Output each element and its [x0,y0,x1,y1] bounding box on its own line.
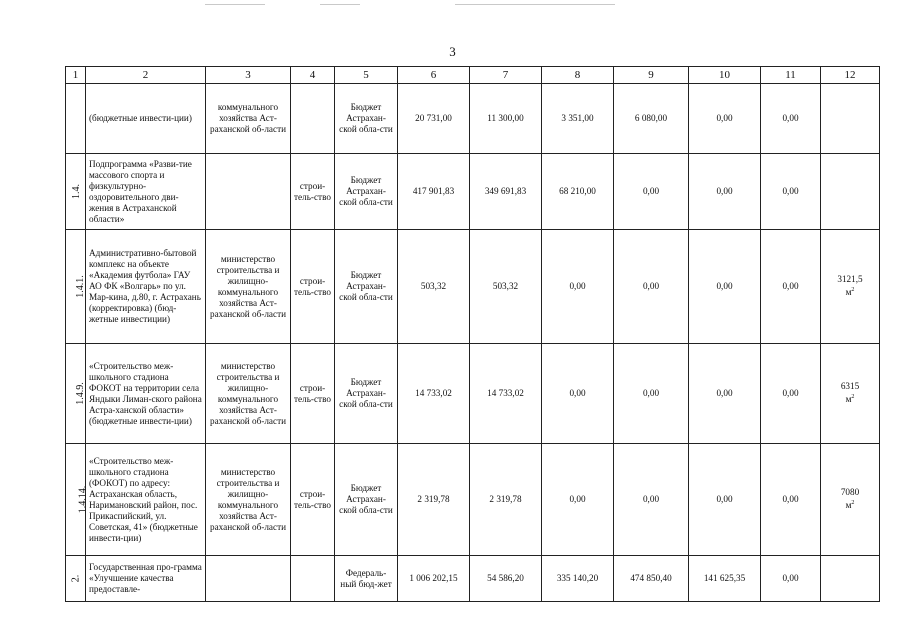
scan-artifact [455,4,615,5]
scan-artifact [205,4,265,5]
year-amount: 14 733,02 [470,344,542,444]
work-type: строи-тель-ство [291,230,335,344]
year-amount: 68 210,00 [542,154,614,230]
object-name: Подпрограмма «Разви-тие массового спорта и физкультурно-оздоровительного дви-жения в Астраханской области» [86,154,206,230]
column-header: 3 [206,67,291,84]
year-amount: 0,00 [689,230,761,344]
executor: коммунального хозяйства Аст-раханской об-ласти [206,84,291,154]
column-header: 5 [335,67,398,84]
object-name: «Строительство меж-школьного стадиона ФОКОТ на территории села Яндыки Лиман-ского района Астра-ханской области» (бюджетные инвести-ции) [86,344,206,444]
executor [206,154,291,230]
capacity [821,154,880,230]
year-amount: 6 080,00 [614,84,689,154]
year-amount: 0,00 [614,230,689,344]
total-amount: 2 319,78 [398,444,470,556]
year-amount: 0,00 [614,444,689,556]
row-code: 1.4. [66,154,86,230]
year-amount: 0,00 [542,444,614,556]
funding-source: Бюджет Астрахан-ской обла-сти [335,230,398,344]
year-amount: 0,00 [689,84,761,154]
year-amount: 0,00 [614,344,689,444]
funding-source: Федераль-ный бюд-жет [335,556,398,602]
table-row [66,84,880,154]
table-header-row [66,67,880,84]
column-header: 9 [614,67,689,84]
year-amount: 0,00 [689,154,761,230]
column-header: 7 [470,67,542,84]
column-header: 8 [542,67,614,84]
executor [206,556,291,602]
year-amount: 503,32 [470,230,542,344]
year-amount: 0,00 [761,556,821,602]
year-amount: 0,00 [761,154,821,230]
total-amount: 417 901,83 [398,154,470,230]
year-amount: 0,00 [542,230,614,344]
column-header: 11 [761,67,821,84]
total-amount: 14 733,02 [398,344,470,444]
year-amount: 3 351,00 [542,84,614,154]
year-amount: 0,00 [689,444,761,556]
work-type: строи-тель-ство [291,444,335,556]
row-code: 1.4.14. [66,444,86,556]
year-amount: 11 300,00 [470,84,542,154]
work-type [291,84,335,154]
year-amount: 0,00 [689,344,761,444]
column-header: 2 [86,67,206,84]
funding-source: Бюджет Астрахан-ской обла-сти [335,84,398,154]
funding-source: Бюджет Астрахан-ской обла-сти [335,154,398,230]
year-amount: 0,00 [761,230,821,344]
object-name: (бюджетные инвести-ции) [86,84,206,154]
capacity [821,556,880,602]
year-amount: 0,00 [614,154,689,230]
capacity: 3121,5 $м^2$ [821,230,880,344]
capacity: 6315 $м^2$ [821,344,880,444]
capacity [821,84,880,154]
year-amount: 335 140,20 [542,556,614,602]
investment-table [65,66,880,602]
row-code: 1.4.9. [66,344,86,444]
work-type: строи-тель-ство [291,154,335,230]
column-header: 10 [689,67,761,84]
table-row [66,344,880,444]
year-amount: 0,00 [761,444,821,556]
capacity: 7080 $м^2$ [821,444,880,556]
executor: министерство строительства и жилищно-коммунального хозяйства Аст-раханской об-ласти [206,444,291,556]
total-amount: 503,32 [398,230,470,344]
work-type [291,556,335,602]
row-code: 2. [66,556,86,602]
page-number: 3 [449,44,456,59]
year-amount: 349 691,83 [470,154,542,230]
total-amount: 20 731,00 [398,84,470,154]
column-header: 1 [66,67,86,84]
executor: министерство строительства и жилищно-коммунального хозяйства Аст-раханской об-ласти [206,344,291,444]
column-header: 6 [398,67,470,84]
year-amount: 0,00 [542,344,614,444]
table-row [66,230,880,344]
object-name: Административно-бытовой комплекс на объекте «Академия футбола» ГАУ АО ФК «Волгарь» по ул. Мар-кина, д.80, г. Астрахань (корректировка) (бюд-жетные инвестиции) [86,230,206,344]
scan-artifact [320,4,360,5]
year-amount: 474 850,40 [614,556,689,602]
year-amount: 141 625,35 [689,556,761,602]
work-type: строи-тель-ство [291,344,335,444]
object-name: «Строительство меж-школьного стадиона (ФОКОТ) по адресу: Астраханская область, Наримановский район, пос. Прикаспийский, ул. Советская, 41» (бюджетные инвести-ции) [86,444,206,556]
funding-source: Бюджет Астрахан-ской обла-сти [335,444,398,556]
year-amount: 0,00 [761,84,821,154]
table-row [66,556,880,602]
year-amount: 0,00 [761,344,821,444]
row-code: 1.4.1. [66,230,86,344]
year-amount: 54 586,20 [470,556,542,602]
funding-source: Бюджет Астрахан-ской обла-сти [335,344,398,444]
column-header: 4 [291,67,335,84]
year-amount: 2 319,78 [470,444,542,556]
object-name: Государственная про-грамма «Улучшение качества предоставле- [86,556,206,602]
executor: министерство строительства и жилищно-коммунального хозяйства Аст-раханской об-ласти [206,230,291,344]
table-row [66,444,880,556]
row-code [66,84,86,154]
total-amount: 1 006 202,15 [398,556,470,602]
table-row [66,154,880,230]
column-header: 12 [821,67,880,84]
